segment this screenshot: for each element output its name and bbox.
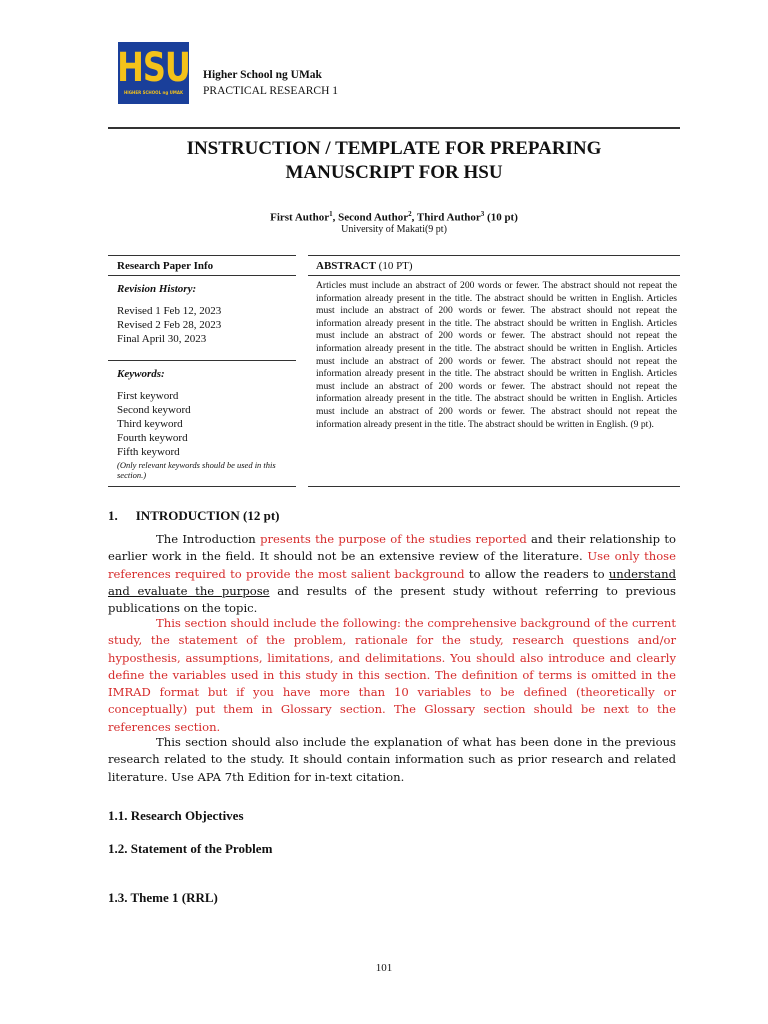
revision-item: Final April 30, 2023 [117,333,207,345]
author-1-sup: 1 [329,210,333,218]
revision-item: Revised 2 Feb 28, 2023 [117,319,222,331]
keyword-item: Fifth keyword [117,446,180,458]
author-line [108,210,680,224]
abstract-bottom-rule [308,486,680,487]
intro-underline: understand and evaluate the purpose [108,566,676,598]
header-divider [108,127,680,129]
keyword-list [117,389,191,459]
info-top-rule [108,255,296,256]
intro-text: The Introduction [156,532,261,546]
subsection-statement-of-problem: 1.2. Statement of the Problem [108,841,273,856]
keyword-item: Fourth keyword [117,432,188,444]
title-line-2: MANUSCRIPT FOR HSU [285,162,503,183]
intro-paragraph-2: This section should include the following: the comprehensive background of the current study, the statement of the problem, rationale for the study, research questions and/or hyposthesis, assumptions, limitations, and delimitations. You should also introduce and clearly define the variables used in this study in this section. The definition of terms is omitted in the IMRAD format but if you have more than 10 variables to be defined (theoretically or conceptually) put them in Glossary section. The Glossary section should be next to the references section. [108,616,676,734]
revision-item: Revised 1 Feb 12, 2023 [117,305,222,317]
keyword-item: First keyword [117,390,179,402]
intro-paragraph-1 [108,531,676,617]
author-1: First Author [270,211,330,224]
info-heading-rule [108,275,296,276]
abstract-heading-text: ABSTRACT [316,260,376,272]
page-number: 101 [375,962,393,974]
keyword-item: Third keyword [117,418,183,430]
author-3: , Third Author [411,211,481,224]
abstract-heading [316,260,413,272]
hsu-logo [118,42,189,104]
abstract-heading-size: (10 PT) [375,260,413,272]
keywords-label: Keywords: [117,368,165,380]
logo-subtext: HIGHER SCHOOL ng UMAK [123,89,184,95]
abstract-heading-rule [308,275,680,276]
author-2-sup: 2 [408,210,412,218]
revision-history-label: Revision History: [117,283,197,295]
logo-mark: HSU [117,42,190,91]
subsection-research-objectives: 1.1. Research Objectives [108,808,244,823]
intro-text: and results of the present study without referring to previous publications on the topic. [108,583,677,616]
abstract-top-rule [308,255,680,256]
title-line-1: INSTRUCTION / TEMPLATE FOR PREPARING [186,138,602,159]
author-3-sup: 3 [480,210,485,218]
keywords-rule [108,360,296,361]
intro-highlight: Use only those references required to provide the most salient background [108,549,676,581]
school-name: Higher School ng UMak [203,69,322,81]
author-2: , Second Author [332,211,409,224]
keywords-note: (Only relevant keywords should be used in this section.) [117,460,276,480]
intro-paragraph-3: This section should also include the explanation of what has been done in the previous research related to the study. It should contain information such as prior research and related literature. Use APA 7th Edition for in-text citation. [108,735,676,784]
section-heading-introduction [108,508,279,524]
intro-text: and their relationship to earlier work in the field. It should not be an extensive review of the literature. [108,532,676,564]
intro-highlight: presents the purpose of the studies reported [260,532,527,546]
revision-list [117,304,221,346]
info-heading: Research Paper Info [117,260,214,272]
affiliation: University of Makati(9 pt) [341,224,447,235]
course-name: PRACTICAL RESEARCH 1 [203,85,339,97]
keyword-item: Second keyword [117,404,191,416]
abstract-text: Articles must include an abstract of 200 words or fewer. The abstract should not repeat the information already present in the title. The abstract should be written in English. Articles must include an abstract of 200 words or fewer. The abstract should not repeat the information already present in the title. The abstract should be written in English. Articles must include an abstract of 200 words or fewer. The abstract should not repeat the information already present in the title. The abstract should be written in English. Articles must include an abstract of 200 words or fewer. The abstract should not repeat the information already present in the title. The abstract should be written in English. Articles must include an abstract of 200 words or fewer. The abstract should not repeat the information already present in the title. The abstract should be written in English. Articles must include an abstract of 200 words or fewer. The abstract should not repeat the information already present in the title. The abstract should be written in English. (9 pt). [316,280,677,430]
author-size-note: (10 pt) [484,211,518,224]
paper-title [108,137,680,185]
intro-text: to allow the readers to [464,566,609,581]
subsection-theme-1: 1.3. Theme 1 (RRL) [108,890,218,905]
section-title: INTRODUCTION (12 pt) [135,508,280,523]
section-number: 1. [108,508,118,523]
info-bottom-rule [108,486,296,487]
